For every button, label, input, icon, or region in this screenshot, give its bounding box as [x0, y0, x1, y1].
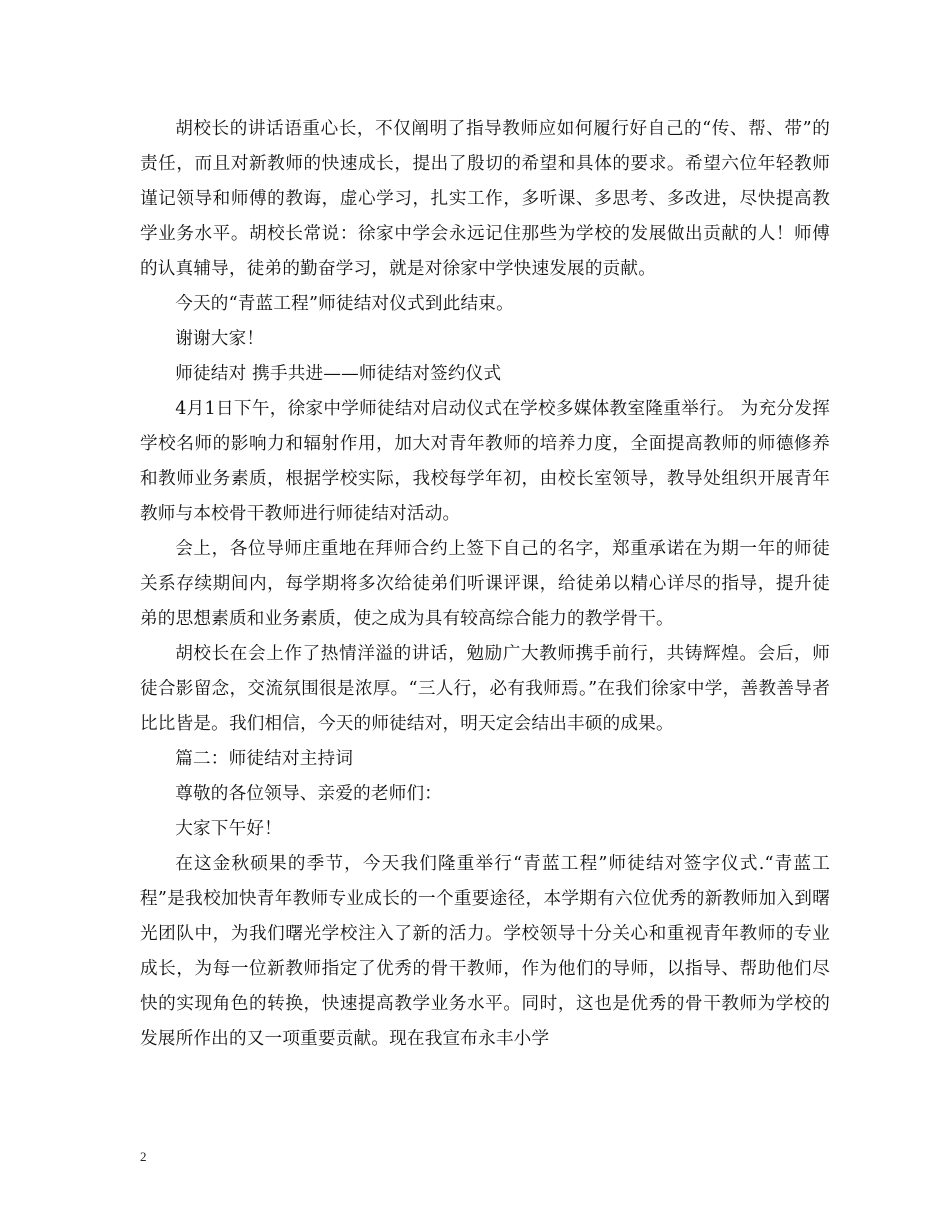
page-number: 2	[140, 1149, 147, 1164]
paragraph-principal-speech: 胡校长的讲话语重心长，不仅阐明了指导教师应如何履行好自己的“传、帮、带”的责任，而且对新教师的快速成长，提出了殷切的希望和具体的要求。希望六位年轻教师谨记领导和师傅的教诲，虚心学习，扎实工作，多听课、多思考、多改进，尽快提高教学业务水平。胡校长常说：徐家中学会永远记住那些为学校的发展做出贡献的人！师傅的认真辅导，徒弟的勤奋学习，就是对徐家中学快速发展的贡献。	[140, 119, 830, 279]
paragraph-greeting: 大家下午好！	[175, 819, 282, 839]
paragraph-ceremony-end: 今天的“青蓝工程”师徒结对仪式到此结束。	[175, 294, 514, 314]
paragraph-speech-summary: 胡校长在会上作了热情洋溢的讲话，勉励广大教师携手前行，共铸辉煌。会后，师徒合影留念，交流氛围很是浓厚。“三人行，必有我师焉。”在我们徐家中学，善教善导者比比皆是。我们相信，今天的师徒结对，明天定会结出丰硕的成果。	[140, 644, 830, 734]
document-body	[140, 112, 830, 1057]
section-heading-part-two: 篇二：师徒结对主持词	[175, 749, 354, 769]
section-heading-signing-ceremony: 师徒结对 携手共进——师徒结对签约仪式	[175, 364, 502, 384]
paragraph-opening-remarks: 在这金秋硕果的季节，今天我们隆重举行“青蓝工程”师徒结对签字仪式.“青蓝工程”是我校加快青年教师专业成长的一个重要途径，本学期有六位优秀的新教师加入到曙光团队中，为我们曙光学校注入了新的活力。学校领导十分关心和重视青年教师的专业成长，为每一位新教师指定了优秀的骨干教师，作为他们的导师，以指导、帮助他们尽快的实现角色的转换，快速提高教学业务水平。同时，这也是优秀的骨干教师为学校的发展所作出的又一项重要贡献。现在我宣布永丰小学	[140, 854, 830, 1049]
paragraph-salutation: 尊敬的各位领导、亲爱的老师们：	[175, 784, 443, 804]
paragraph-thanks: 谢谢大家！	[175, 329, 265, 349]
paragraph-mentor-pledge: 会上，各位导师庄重地在拜师合约上签下自己的名字，郑重承诺在为期一年的师徒关系存续期间内，每学期将多次给徒弟们听课评课，给徒弟以精心详尽的指导，提升徒弟的思想素质和业务素质，使之成为具有较高综合能力的教学骨干。	[140, 539, 830, 629]
paragraph-launch-ceremony: 4月1日下午，徐家中学师徒结对启动仪式在学校多媒体教室隆重举行。 为充分发挥学校名师的影响力和辐射作用，加大对青年教师的培养力度，全面提高教师的师德修养和教师业务素质，根据学校实际，我校每学年初，由校长室领导，教导处组织开展青年教师与本校骨干教师进行师徒结对活动。	[140, 399, 830, 524]
